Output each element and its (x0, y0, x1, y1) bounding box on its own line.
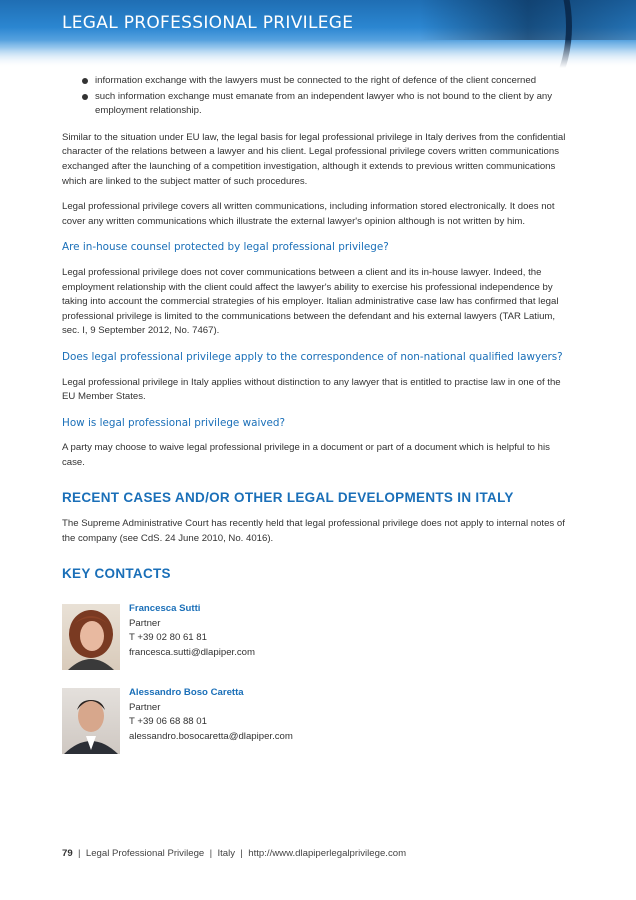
banner-shade (420, 0, 636, 40)
paragraph: Legal professional privilege in Italy applies without distinction to any lawyer that is entitled to practise law in one of the EU Member States. (62, 376, 561, 403)
paragraph: The Supreme Administrative Court has recently held that legal professional privilege does not apply to internal notes of the company (see CdS. 24 June 2010, No. 4016). (62, 518, 565, 544)
contact-role: Partner (129, 701, 161, 713)
main-content (62, 74, 572, 582)
country-label: Italy (217, 848, 236, 859)
list-item: information exchange with the lawyers must be connected to the right of defence of the client concerned (62, 74, 572, 89)
header-banner (0, 0, 636, 68)
banner-fade (0, 40, 636, 68)
contact-card (62, 604, 582, 674)
separator: | (78, 848, 81, 859)
bullet-list (62, 74, 572, 119)
section-heading: RECENT CASES AND/OR OTHER LEGAL DEVELOPMENTS IN ITALY (62, 490, 514, 506)
contact-card (62, 688, 582, 758)
paragraph: Similar to the situation under EU law, the legal basis for legal professional privilege in Italy derives from the confidential character of the relations between a lawyer and his client. Legal professional privilege covers written communications exchanged after the launching of a competition investigation, although it extends to previous written communications which are linked to the subject matter of such procedures. (62, 131, 566, 187)
document-title: Legal Professional Privilege (85, 848, 205, 859)
contact-name: Francesca Sutti (129, 603, 201, 614)
page-title: LEGAL PROFESSIONAL PRIVILEGE (62, 13, 354, 33)
contact-email[interactable]: francesca.sutti@dlapiper.com (129, 646, 255, 658)
separator: | (240, 848, 243, 859)
contact-info (129, 602, 255, 660)
paragraph: Legal professional privilege covers all written communications, including information stored electronically. It does not cover any written communications which illustrate the external lawyer's opinion although is not written by him. (62, 201, 555, 227)
bullet-icon (82, 94, 88, 100)
paragraph: A party may choose to waive legal professional privilege in a document or part of a document which is helpful to his case. (62, 442, 550, 468)
page-number: 79 (62, 848, 73, 859)
question-heading: Are in-house counsel protected by legal professional privilege? (62, 241, 389, 254)
question-heading: How is legal professional privilege waived? (62, 416, 286, 429)
contact-photo (62, 604, 120, 670)
contact-phone: T +39 06 68 88 01 (129, 716, 207, 727)
separator: | (209, 848, 213, 859)
question-heading: Does legal professional privilege apply to the correspondence of non-national qualified lawyers? (62, 350, 563, 363)
contact-phone: T +39 02 80 61 81 (129, 632, 207, 643)
section-heading: KEY CONTACTS (62, 566, 171, 582)
contact-role: Partner (129, 617, 161, 629)
page-footer (62, 848, 406, 859)
paragraph: Legal professional privilege does not cover communications between a client and its in-house lawyer. Indeed, the employment relationship with the client could affect the lawyer's ability to exercise his professional independence by taking into account the commercial strategies of his employer. Italian administrative case law has confirmed that legal professional privilege is limited to the communications between the defendant and his external lawyers (TAR Latium, sec. I, 9 September 2012, No. 7467). (62, 266, 559, 337)
contact-email[interactable]: alessandro.bosocaretta@dlapiper.com (129, 730, 293, 742)
list-item: such information exchange must emanate from an independent lawyer who is not bound to the client by any employment relationship. (62, 90, 572, 119)
contact-photo (62, 688, 120, 754)
bullet-icon (82, 78, 88, 84)
website-link[interactable]: http://www.dlapiperlegalprivilege.com (248, 848, 407, 859)
contact-name: Alessandro Boso Caretta (129, 687, 244, 698)
contact-info (129, 686, 293, 744)
